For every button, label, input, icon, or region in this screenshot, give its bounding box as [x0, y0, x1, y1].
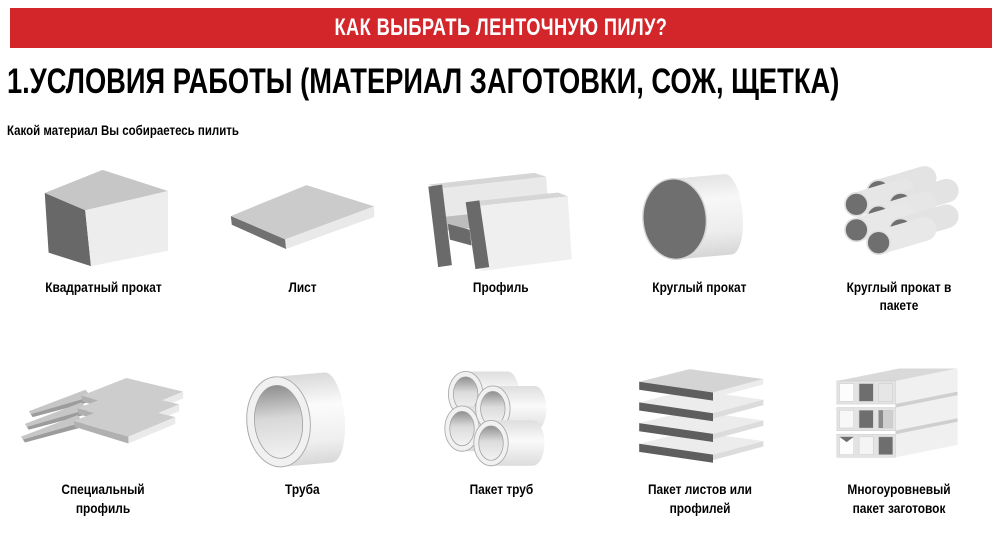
material-art [426, 160, 576, 275]
material-label: Круглый прокат в пакете [846, 279, 951, 314]
pipe-bundle-icon [441, 366, 561, 473]
material-art [836, 160, 962, 275]
round-stock-bundle-icon [836, 164, 962, 272]
banner-title: КАК ВЫБРАТЬ ЛЕНТОЧНУЮ ПИЛУ? [334, 14, 668, 41]
material-label: Квадратный прокат [45, 279, 162, 295]
material-label: Круглый прокат [652, 279, 747, 295]
material-label: Многоуровневый пакет заготовок [846, 481, 951, 516]
materials-grid [0, 160, 1002, 517]
title-banner [10, 8, 992, 48]
material-item-pipe-bundle [402, 362, 601, 516]
material-art [33, 160, 173, 275]
material-art [19, 362, 187, 477]
section-title: УСЛОВИЯ РАБОТЫ (МАТЕРИАЛ ЗАГОТОВКИ, СОЖ, ЩЕТКА) [29, 62, 840, 101]
material-art [828, 362, 970, 477]
material-item-pipe [203, 362, 402, 516]
multilevel-stack-icon [828, 363, 970, 477]
material-item-special-profile [4, 362, 203, 516]
material-label: Профиль [473, 279, 529, 295]
material-label: Труба [284, 481, 320, 498]
material-art [441, 362, 561, 477]
material-label: Пакет труб [469, 481, 533, 498]
material-item-square-stock [4, 160, 203, 314]
pipe-icon [242, 367, 362, 473]
material-art [632, 362, 767, 477]
material-art [225, 160, 380, 275]
page [0, 8, 1002, 517]
h-profile-icon [426, 163, 576, 273]
material-label: Пакет листов или профилей [647, 481, 752, 516]
material-item-sheet [203, 160, 402, 314]
square-stock-icon [33, 166, 173, 270]
material-item-round-stock [600, 160, 799, 314]
section-heading [7, 62, 840, 102]
material-item-sheet-stack [600, 362, 799, 516]
material-label: Специальный профиль [61, 481, 145, 516]
material-art [242, 362, 362, 477]
material-item-multilevel-stack [799, 362, 998, 516]
material-item-profile [402, 160, 601, 314]
special-profile-icon [19, 370, 187, 470]
material-item-round-stock-bundle [799, 160, 998, 314]
round-stock-icon [640, 167, 760, 268]
sheet-icon [225, 179, 380, 257]
subtitle: Какой материал Вы собираетесь пилить [7, 123, 239, 138]
material-art [640, 160, 760, 275]
material-label: Лист [288, 279, 317, 295]
section-number: 1. [7, 62, 30, 101]
sheet-stack-icon [632, 369, 767, 470]
